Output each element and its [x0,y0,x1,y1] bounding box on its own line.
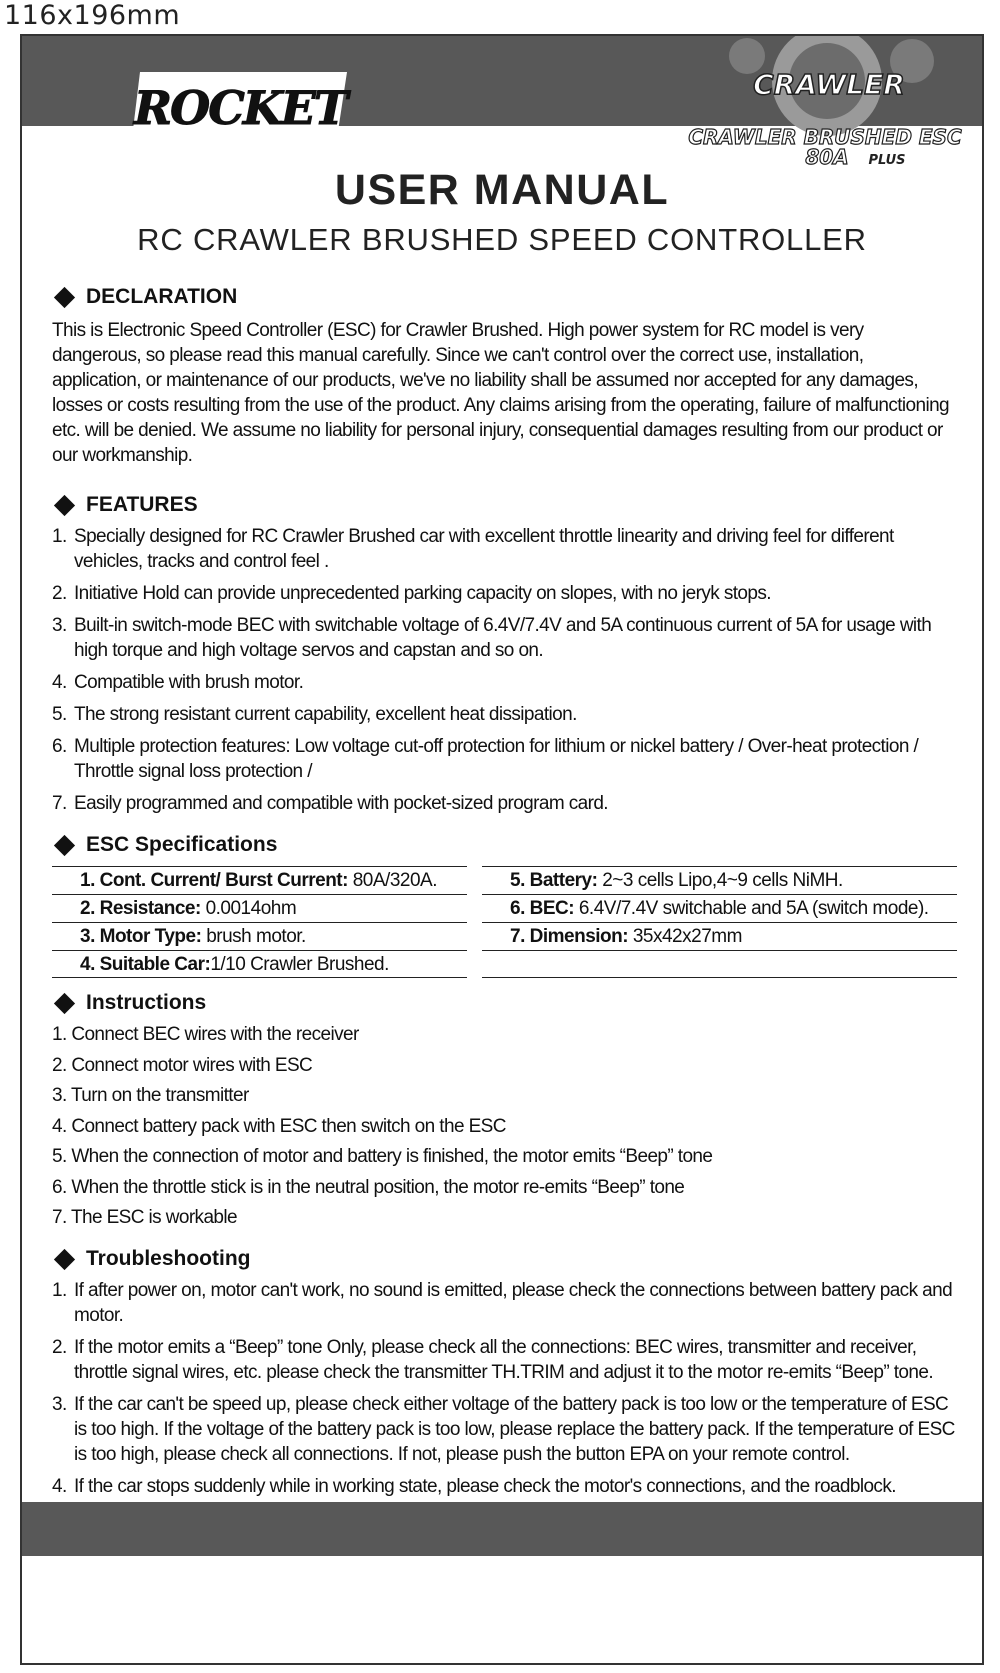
rocket-logo [132,64,352,146]
list-item: 3. If the car can't be speed up, please check either voltage of the battery pack is too low or the temperature of ESC is too high. If the voltage of the battery pack is too low, please replace the battery pack. If the temperature of ESC is too high, please check all connections. If not, please push the button EPA on your remote control. [52,1394,955,1465]
specs-section [52,830,957,978]
diamond-bullet-icon [54,286,75,307]
instructions-heading: Instructions [86,991,207,1014]
specs-column-right [482,866,957,978]
list-item: 4. Compatible with brush motor. [52,672,304,693]
spec-row: 3. Motor Type: brush motor. [52,922,467,950]
manual-content [52,282,957,1563]
crawler-esc-badge [677,36,977,176]
list-item: 7. The ESC is workable [52,1207,237,1228]
declaration-heading: DECLARATION [86,285,238,308]
list-item: 7. Easily programmed and compatible with pocket-sized program card. [52,793,608,814]
svg-text:80A: 80A [805,145,849,169]
spec-row: 5. Battery: 2~3 cells Lipo,4~9 cells NiMH. [482,866,957,894]
spec-row: 1. Cont. Current/ Burst Current: 80A/320A. [52,866,467,894]
list-item: 1. Specially designed for RC Crawler Brushed car with excellent throttle linearity and driving feel for different vehicles, tracks and control feel . [52,526,894,572]
declaration-section [52,282,957,468]
specs-column-left [52,866,467,978]
specs-heading: ESC Specifications [86,833,278,856]
svg-text:CRAWLER: CRAWLER [753,68,905,101]
svg-text:CRAWLER BRUSHED ESC: CRAWLER BRUSHED ESC [688,125,962,149]
spec-row: 2. Resistance: 0.0014ohm [52,894,467,922]
list-item: 5. The strong resistant current capability, excellent heat dissipation. [52,704,577,725]
list-item: 2. Initiative Hold can provide unprecedented parking capacity on slopes, with no jeryk stops. [52,583,771,604]
spec-row: 7. Dimension: 35x42x27mm [482,922,957,950]
list-item: 3. Built-in switch-mode BEC with switchable voltage of 6.4V/7.4V and 5A continuous current of 5A for usage with high torque and high voltage servos and capstan and so on. [52,615,932,661]
footer-band [22,1502,982,1556]
list-item: 1. If after power on, motor can't work, no sound is emitted, please check the connections between battery pack and motor. [52,1280,953,1326]
diamond-bullet-icon [54,834,75,855]
troubleshooting-heading: Troubleshooting [86,1247,251,1270]
list-item: 6. When the throttle stick is in the neutral position, the motor re-emits “Beep” tone [52,1176,685,1198]
svg-text:ROCKET: ROCKET [133,81,347,135]
instructions-section [52,988,957,1230]
list-item: 4. If the car stops suddenly while in working state, please check the motor's connections, and the roadblock. [52,1476,896,1497]
svg-text:PLUS: PLUS [868,153,906,168]
instructions-list [52,1022,957,1230]
diamond-bullet-icon [54,1248,75,1269]
manual-page [20,34,984,1665]
list-item: 2. Connect motor wires with ESC [52,1054,313,1076]
page-subtitle: RC CRAWLER BRUSHED SPEED CONTROLLER [137,222,867,257]
spec-row [482,950,957,978]
list-item: 2. If the motor emits a “Beep” tone Only, please check all the connections: BEC wires, transmitter and receiver, throttle signal wires, etc. please check the transmitter TH.TRIM and adjust it to the motor re-emits “Beep” tone. [52,1337,934,1383]
list-item: 4. Connect battery pack with ESC then switch on the ESC [52,1115,506,1137]
size-label: 116x196mm [4,0,181,31]
specs-table [52,866,957,978]
list-item: 6. Multiple protection features: Low voltage cut-off protection for lithium or nickel battery / Over-heat protection / Throttle signal loss protection / [52,736,919,782]
list-item: 3. Turn on the transmitter [52,1085,249,1106]
list-item: 5. When the connection of motor and battery is finished, the motor emits “Beep” tone [52,1146,713,1167]
features-section [52,490,957,816]
list-item: 1. Connect BEC wires with the receiver [52,1024,359,1045]
features-heading: FEATURES [86,493,198,516]
page-title: USER MANUAL [334,166,670,214]
features-list [52,524,957,816]
spec-row: 6. BEC: 6.4V/7.4V switchable and 5A (switch mode). [482,894,957,922]
diamond-bullet-icon [54,494,75,515]
spec-row: 4. Suitable Car:1/10 Crawler Brushed. [52,950,467,978]
diamond-bullet-icon [54,992,75,1013]
declaration-text: This is Electronic Speed Controller (ESC) for Crawler Brushed. High power system for RC model is very dangerous, so please read this manual carefully. Since we can't control over the correct use, installation, application, or maintenance of our products, we've no liability shall be assumed nor accepted for any damages, losses or costs resulting from the use of the product. Any claims arising from the operating, failure of malfunctioning etc. will be denied. We assume no liability for personal injury, consequential damages resulting from our product or our workmanship. [52,320,950,466]
